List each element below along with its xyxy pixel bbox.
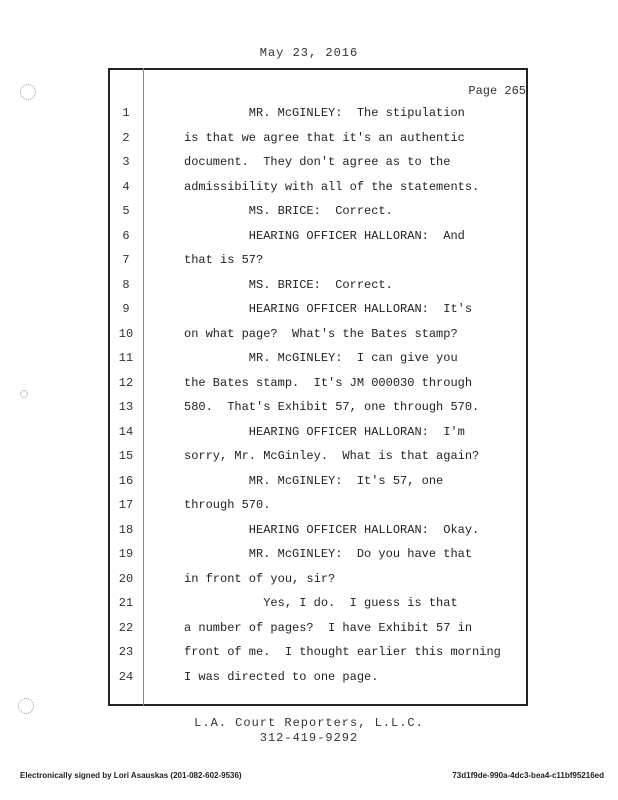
- line-text: Yes, I do. I guess is that: [184, 596, 458, 610]
- line-text: HEARING OFFICER HALLORAN: It's: [184, 302, 473, 316]
- line-text: MR. McGINLEY: I can give you: [184, 351, 458, 365]
- line-text: that is 57?: [184, 253, 264, 267]
- line-number: 21: [118, 596, 134, 610]
- line-text: on what page? What's the Bates stamp?: [184, 326, 458, 341]
- line-text: HEARING OFFICER HALLORAN: And: [184, 228, 465, 243]
- scan-hole-mark: [18, 698, 34, 714]
- line-text: document. They don't agree as to the: [184, 155, 451, 169]
- line-number: 2: [122, 130, 130, 145]
- line-number: 4: [122, 179, 130, 194]
- line-text: in front of you, sir?: [184, 571, 336, 586]
- electronic-signature-note: Electronically signed by Lori Asauskas (201-082-602-9536): [20, 771, 242, 780]
- line-text: MS. BRICE: Correct.: [184, 204, 393, 218]
- line-number: 17: [118, 498, 134, 512]
- line-text: is that we agree that it's an authentic: [184, 130, 465, 145]
- line-number: 1: [122, 106, 130, 120]
- line-number: 14: [118, 424, 134, 439]
- line-text: HEARING OFFICER HALLORAN: Okay.: [184, 522, 480, 537]
- line-number: 15: [118, 449, 134, 463]
- scan-hole-mark: [20, 390, 28, 398]
- line-number: 8: [122, 277, 130, 292]
- footer-phone: 312-419-9292: [259, 731, 359, 745]
- line-number: 11: [118, 351, 134, 365]
- line-number: 3: [122, 155, 130, 169]
- line-text: 580. That's Exhibit 57, one through 570.: [184, 400, 480, 414]
- line-number: 16: [118, 473, 134, 488]
- header-date: May 23, 2016: [259, 46, 359, 60]
- footer-firm-name: L.A. Court Reporters, L.L.C.: [194, 716, 424, 730]
- line-number: 13: [118, 400, 134, 414]
- line-text: front of me. I thought earlier this morning: [184, 645, 501, 659]
- line-number: 20: [118, 571, 134, 586]
- line-number: 5: [122, 204, 130, 218]
- line-text: MS. BRICE: Correct.: [184, 277, 393, 292]
- line-number: 7: [122, 253, 130, 267]
- line-text: HEARING OFFICER HALLORAN: I'm: [184, 424, 465, 439]
- line-text: a number of pages? I have Exhibit 57 in: [184, 620, 473, 635]
- line-text: I was directed to one page.: [184, 669, 379, 684]
- line-text: through 570.: [184, 498, 271, 512]
- line-number: 12: [118, 375, 134, 390]
- scan-hole-mark: [20, 84, 36, 100]
- line-text: MR. McGINLEY: The stipulation: [184, 106, 465, 120]
- line-number: 19: [118, 547, 134, 561]
- line-number: 18: [118, 522, 134, 537]
- line-number: 6: [122, 228, 130, 243]
- document-id: 73d1f9de-990a-4dc3-bea4-c11bf95216ed: [452, 771, 604, 780]
- page-number: Page 265: [468, 84, 526, 98]
- line-text: sorry, Mr. McGinley. What is that again?: [184, 449, 480, 463]
- line-text: admissibility with all of the statements.: [184, 179, 480, 194]
- line-number: 22: [118, 620, 134, 635]
- line-text: MR. McGINLEY: It's 57, one: [184, 473, 444, 488]
- line-number: 10: [118, 326, 134, 341]
- line-number: 23: [118, 645, 134, 659]
- line-text: MR. McGINLEY: Do you have that: [184, 547, 473, 561]
- line-text: the Bates stamp. It's JM 000030 through: [184, 375, 473, 390]
- line-number: 24: [118, 669, 134, 684]
- line-number: 9: [122, 302, 130, 316]
